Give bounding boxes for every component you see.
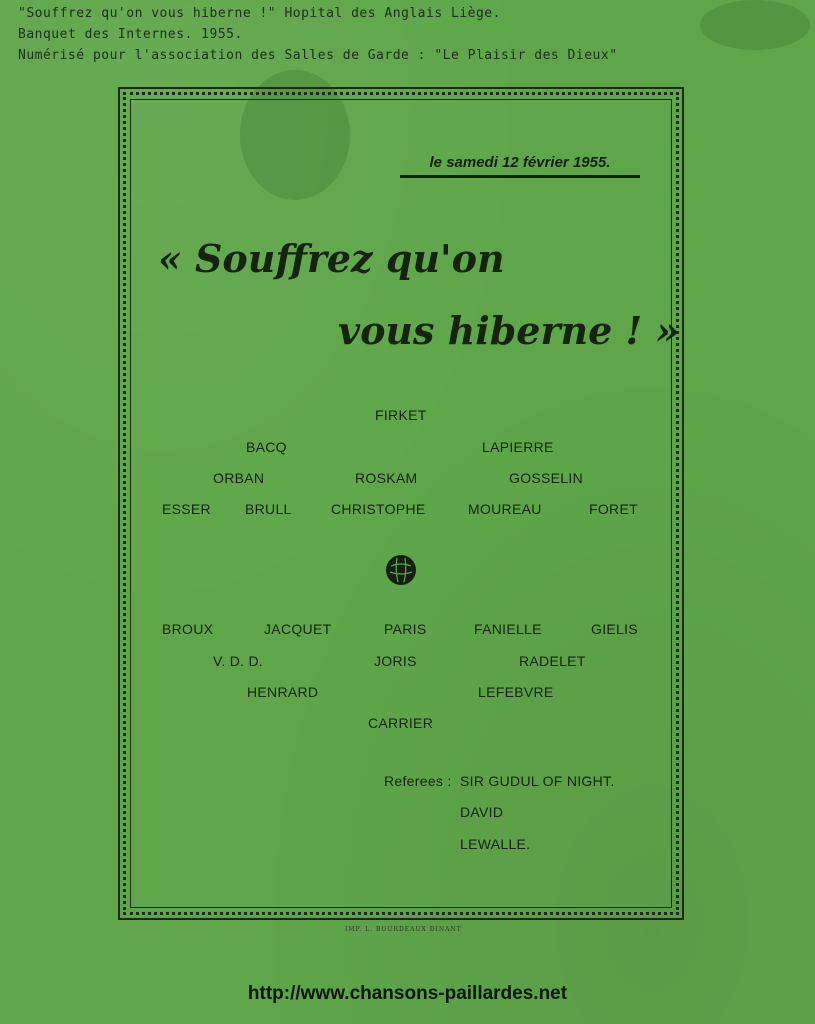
header-line-2: Banquet des Internes. 1955. (18, 27, 243, 42)
player-name: FANIELLE (474, 621, 542, 637)
paper-stain (700, 0, 810, 50)
website-link[interactable]: http://www.chansons-paillardes.net (247, 983, 568, 1004)
player-name: HENRARD (247, 684, 319, 700)
referees-label: Referees : (384, 773, 452, 789)
printer-credit: IMP. L. BOURDEAUX DINANT (345, 926, 462, 933)
player-name: FIRKET (375, 407, 427, 423)
player-name: ESSER (162, 501, 211, 517)
player-name: CARRIER (368, 715, 434, 731)
title-line-2: vous hiberne ! » (338, 308, 680, 353)
player-name: V. D. D. (213, 653, 264, 669)
player-name: MOUREAU (468, 501, 542, 517)
player-name: BROUX (162, 621, 214, 637)
referee-name: LEWALLE. (460, 836, 531, 852)
player-name: BRULL (245, 501, 292, 517)
player-name: FORET (589, 501, 638, 517)
football-icon (385, 554, 417, 586)
player-name: GIELIS (591, 621, 638, 637)
header-line-3: Numérisé pour l'association des Salles de Garde : "Le Plaisir des Dieux" (18, 48, 618, 63)
event-date: le samedi 12 février 1955. (400, 154, 640, 178)
player-name: BACQ (246, 439, 287, 455)
referee-name: DAVID (460, 804, 504, 820)
player-name: GOSSELIN (509, 470, 583, 486)
player-name: ORBAN (213, 470, 265, 486)
player-name: JORIS (374, 653, 417, 669)
header-line-1: "Souffrez qu'on vous hiberne !" Hopital des Anglais Liège. (18, 6, 501, 21)
player-name: PARIS (384, 621, 427, 637)
player-name: LEFEBVRE (478, 684, 554, 700)
player-name: JACQUET (264, 621, 332, 637)
referee-name: SIR GUDUL OF NIGHT. (460, 773, 615, 789)
player-name: ROSKAM (355, 470, 418, 486)
player-name: RADELET (519, 653, 586, 669)
player-name: CHRISTOPHE (331, 501, 426, 517)
player-name: LAPIERRE (482, 439, 554, 455)
title-line-1: « Souffrez qu'on (158, 236, 505, 281)
